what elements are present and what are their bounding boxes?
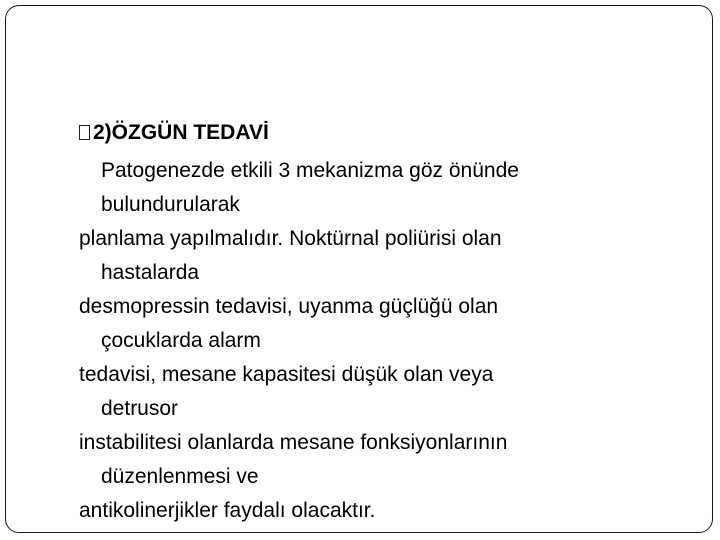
text-line: instabilitesi olanlarda mesane fonksiyonlarının bbox=[79, 431, 508, 454]
text-line: antikolinerjikler faydalı olacaktır. bbox=[79, 499, 376, 522]
text-line: hastalarda bbox=[101, 261, 200, 284]
text-line: detrusor bbox=[101, 397, 179, 420]
text-line: düzenlenmesi ve bbox=[101, 465, 259, 488]
missing-glyph-bullet-icon bbox=[79, 125, 90, 140]
text-line: Patogenezde etkili 3 mekanizma göz önünde bbox=[101, 159, 519, 182]
slide-body bbox=[79, 118, 679, 528]
section-heading bbox=[79, 118, 679, 148]
text-line: tedavisi, mesane kapasitesi düşük olan veya bbox=[79, 363, 494, 386]
text-line: desmopressin tedavisi, uyanma güçlüğü olan bbox=[79, 295, 499, 318]
text-line: planlama yapılmalıdır. Noktürnal poliürisi olan bbox=[79, 227, 502, 250]
section-heading-text: 2)ÖZGÜN TEDAVİ bbox=[93, 121, 269, 144]
text-line: çocuklarda alarm bbox=[101, 329, 261, 352]
text-line: bulundurularak bbox=[101, 193, 240, 216]
